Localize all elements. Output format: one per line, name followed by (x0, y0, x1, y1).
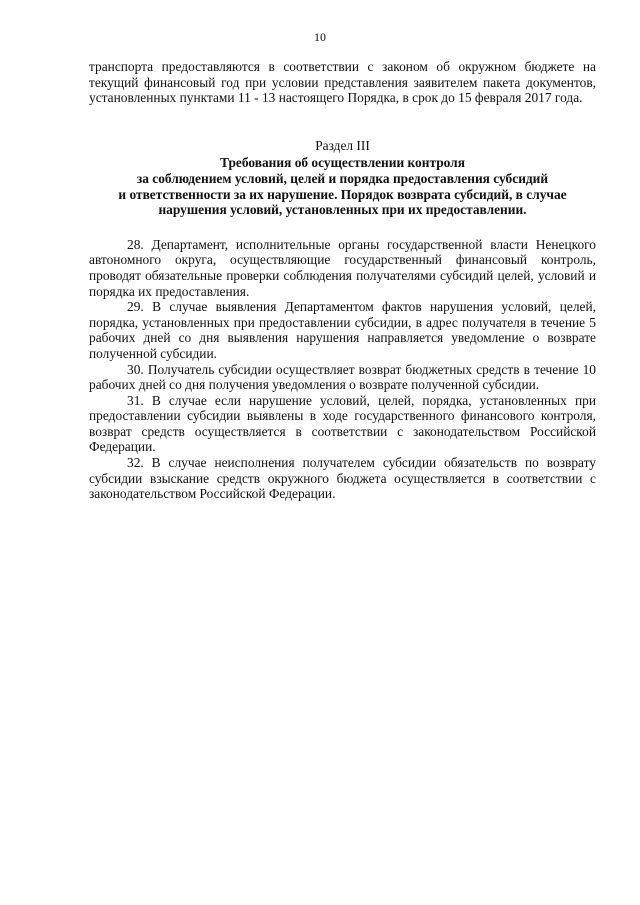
section-heading-line: и ответственности за их нарушение. Порядок возврата субсидий, в случае (118, 186, 567, 202)
paragraph-28: 28. Департамент, исполнительные органы государственной власти Ненецкого автономного округа, осуществляющие государственный финансовый контроль, проводят обязательные проверки соблюдения получателями субсидий целей, условий и порядка их предоставления. (89, 236, 596, 299)
section-heading-line: Требования об осуществлении контроля (220, 155, 465, 171)
heading-spacer (89, 218, 596, 237)
section-heading-line: за соблюдением условий, целей и порядка предоставления субсидий (136, 170, 549, 186)
paragraph-31: 31. В случае если нарушение условий, целей, порядка, установленных при предоставлении субсидии выявлены в ходе государственного финансового контроля, возврат средств осуществляется в соответствии с законодательством Российской Федерации. (89, 392, 596, 455)
paragraph-30: 30. Получатель субсидии осуществляет возврат бюджетных средств в течение 10 рабочих дней со дня получения уведомления о возврате полученной субсидии. (89, 361, 596, 393)
section-heading-line: нарушения условий, установленных при их предоставлении. (158, 202, 527, 218)
page-number: 10 (314, 30, 326, 44)
section-heading (89, 155, 596, 217)
paragraph-29: 29. В случае выявления Департаментом фактов нарушения условий, целей, порядка, установленных при предоставлении субсидии, в адрес получателя в течение 5 рабочих дней со дня выявления нарушения направляется уведомление о возврате полученной субсидии. (89, 299, 596, 361)
section-label: Раздел III (315, 137, 370, 153)
paragraph-32: 32. В случае неисполнения получателем субсидии обязательств по возврату субсидии взыскание средств окружного бюджета осуществляется в соответствии с законодательством Российской Федерации. (89, 455, 596, 502)
document-body (89, 59, 596, 502)
intro-paragraph: транспорта предоставляются в соответствии с законом об окружном бюджете на текущий финансовый год при условии представления заявителем пакета документов, установленных пунктами 11 - 13 настоящего Порядка, в срок до 15 февраля 2017 года. (89, 59, 596, 106)
